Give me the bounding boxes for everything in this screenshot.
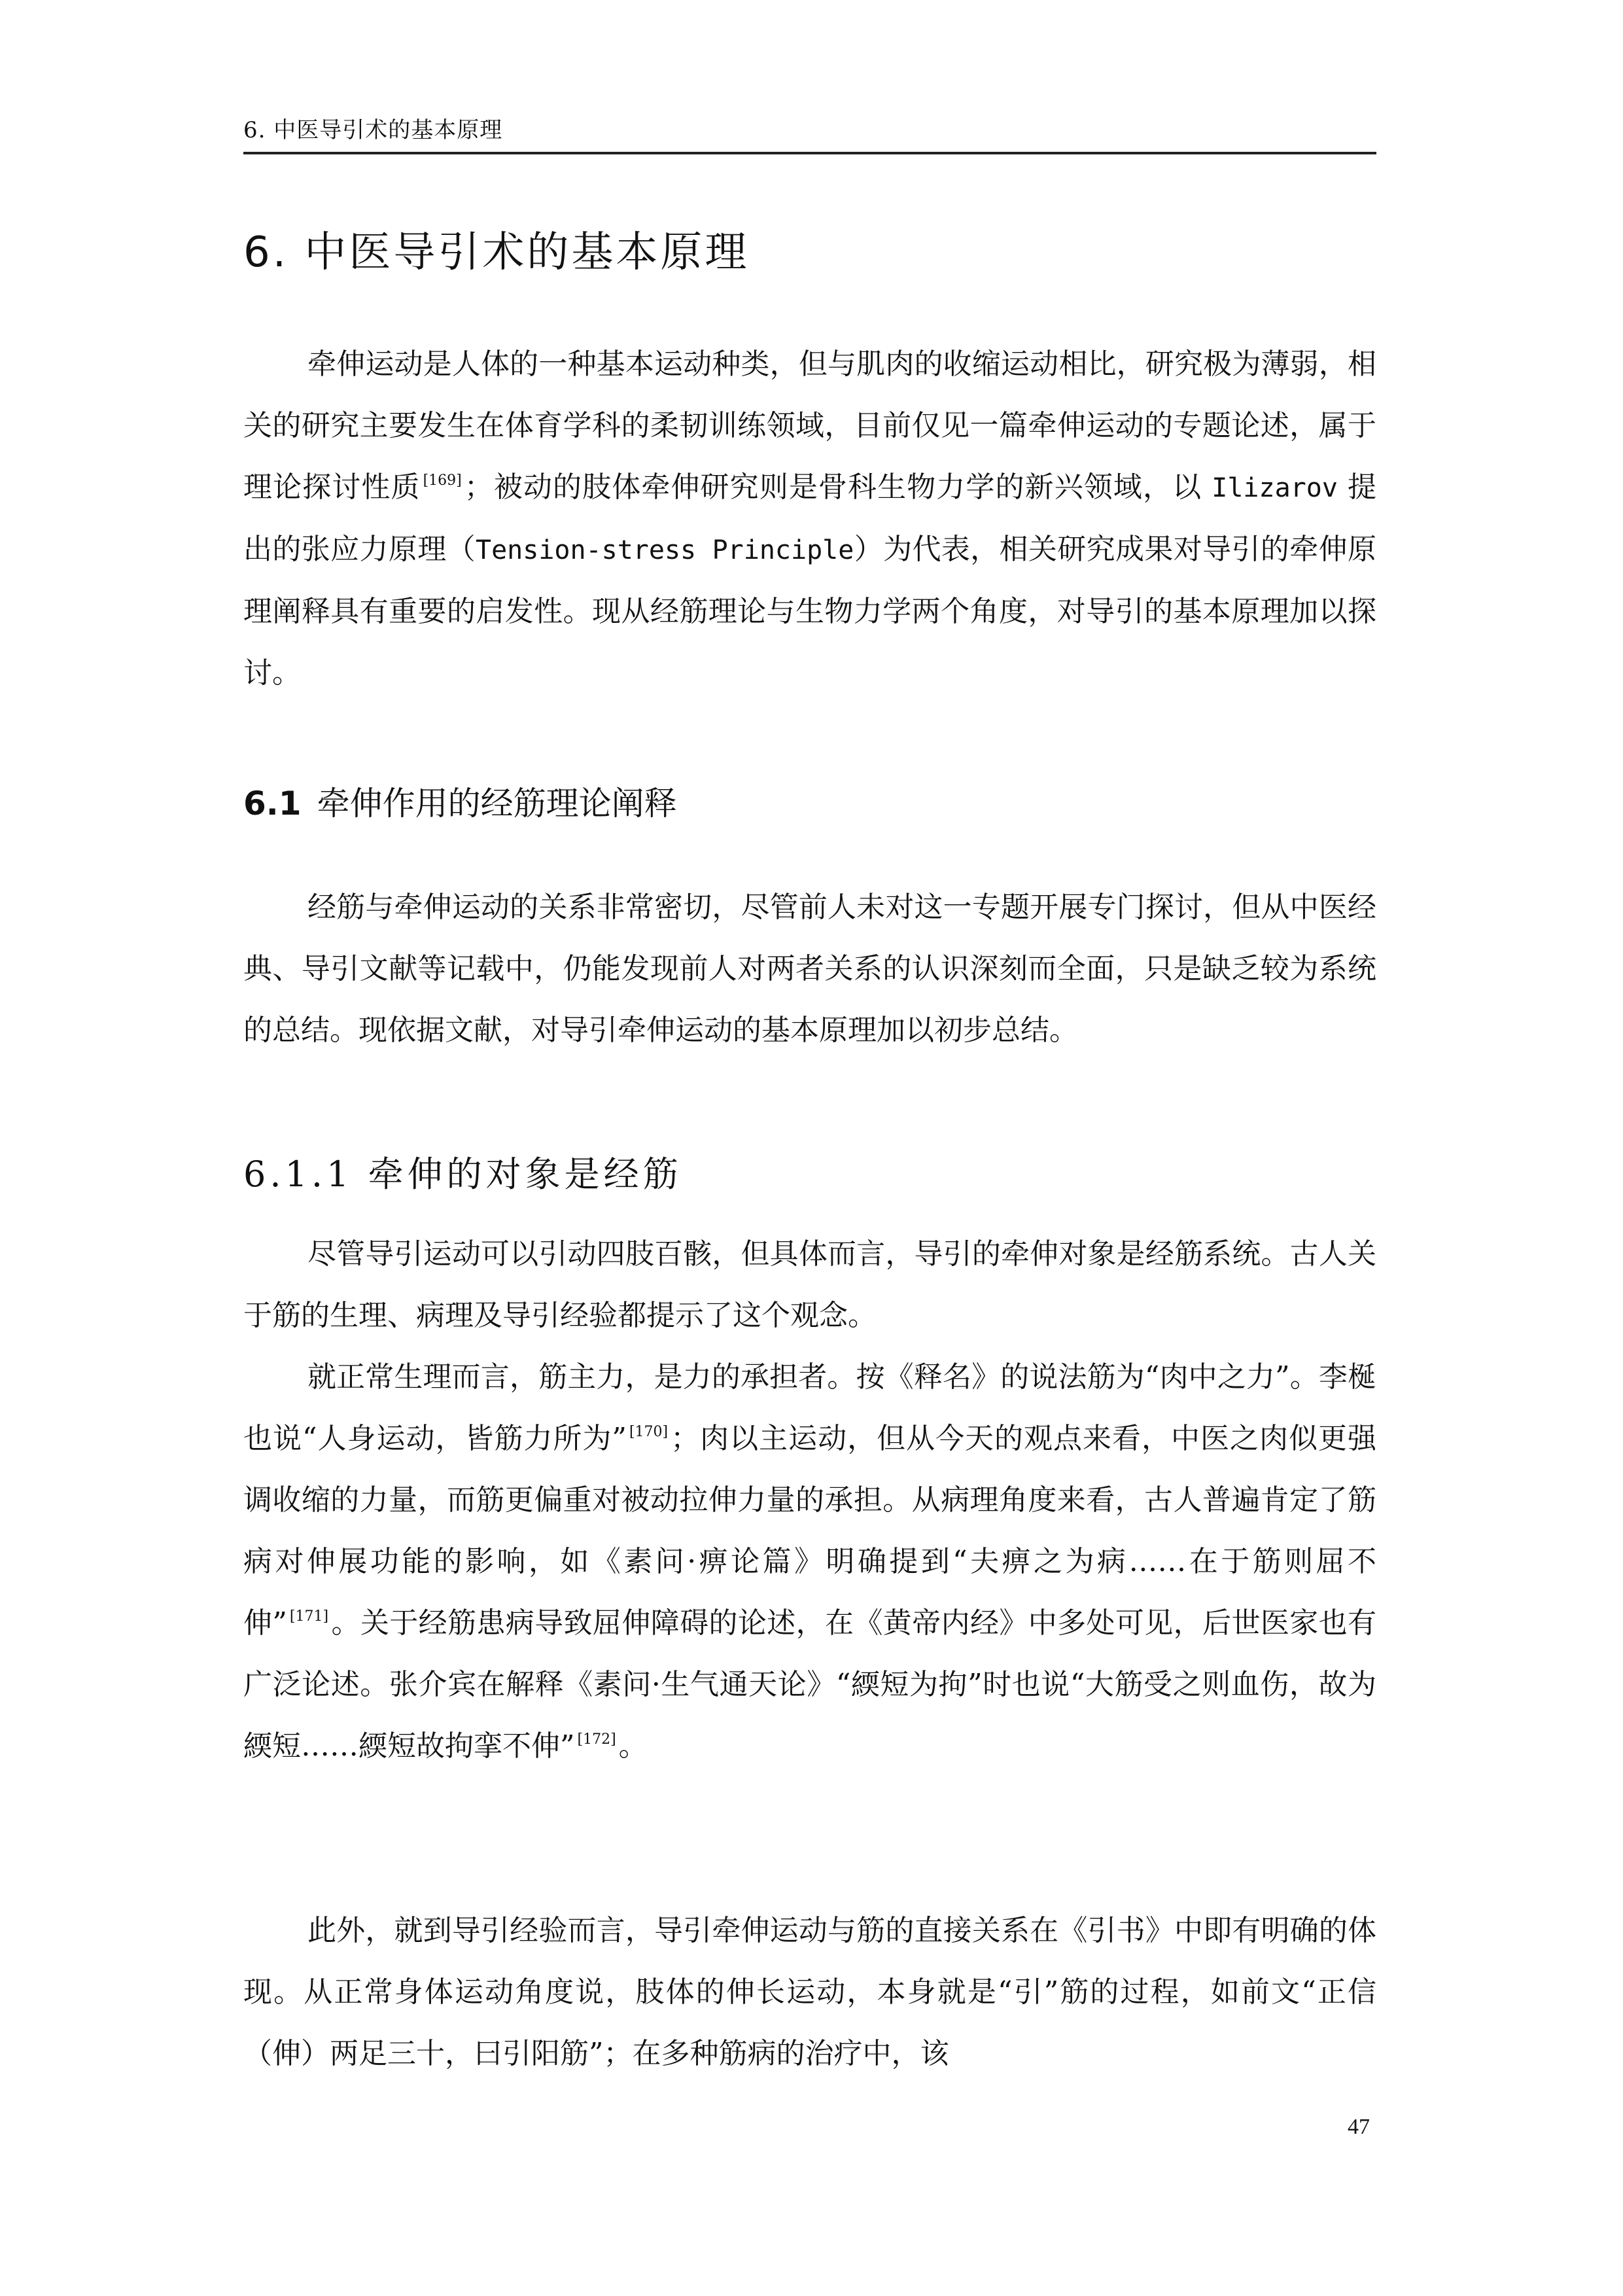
section-6-1-number: 6.1 xyxy=(243,785,302,822)
citation-172: [172] xyxy=(577,1731,616,1748)
intro-text-a: 牵伸运动是人体的一种基本运动种类，但与肌肉的收缩运动相比，研究极为薄弱，相关的研究主要发生在体育学科的柔韧训练领域，目前仅见一篇牵伸运动的专题论述，属于理论探讨性质 xyxy=(243,347,1376,504)
subsection-6-1-1-heading: 6.1.1 牵伸的对象是经筋 xyxy=(243,1154,682,1195)
citation-171: [171] xyxy=(289,1608,329,1625)
running-header xyxy=(243,113,1376,154)
section-6-1-paragraph: 经筋与牵伸运动的关系非常密切，尽管前人未对这一专题开展专门探讨，但从中医经典、导引文献等记载中，仍能发现前人对两者关系的认识深刻而全面，只是缺乏较为系统的总结。现依据文献，对导引牵伸运动的基本原理加以初步总结。 xyxy=(243,891,1376,1047)
p2-text-d: 。 xyxy=(618,1729,648,1763)
intro-paragraph xyxy=(243,334,1376,704)
tension-stress-term: Tension-stress Principle xyxy=(475,535,854,565)
ilizarov-name: Ilizarov xyxy=(1212,473,1338,503)
intro-text-c: 提出的张应力原理（ xyxy=(243,470,1377,566)
subsection-paragraph-1: 尽管导引运动可以引动四肢百骸，但具体而言，导引的牵伸对象是经筋系统。古人关于筋的生理、病理及导引经验都提示了这个观念。 xyxy=(243,1237,1376,1332)
p2-text-b: ；肉以主运动，但从今天的观点来看，中医之肉似更强调收缩的力量，而筋更偏重对被动拉伸力量的承担。从病理角度来看，古人普遍肯定了筋病对伸展功能的影响，如《素问·痹论篇》明确提到“夫痹之为病……在于筋则屈不伸” xyxy=(243,1422,1376,1640)
citation-169: [169] xyxy=(423,472,462,489)
subsection-paragraph-3: 此外，就到导引经验而言，导引牵伸运动与筋的直接关系在《引书》中即有明确的体现。从正常身体运动角度说，肢体的伸长运动，本身就是“引”筋的过程，如前文“正信（伸）两足三十，曰引阳筋”；在多种筋病的治疗中，该 xyxy=(243,1914,1376,2070)
p2-text-c: 。关于经筋患病导致屈伸障碍的论述，在《黄帝内经》中多处可见，后世医家也有广泛论述。张介宾在解释《素问·生气通天论》“緛短为拘”时也说“大筋受之则血伤，故为緛短……緛短故拘挛不伸” xyxy=(243,1606,1377,1763)
citation-170: [170] xyxy=(629,1424,669,1440)
intro-text-b: ；被动的肢体牵伸研究则是骨科生物力学的新兴领域，以 xyxy=(464,470,1212,504)
page-number: 47 xyxy=(1348,2115,1370,2139)
p2-text-a: 就正常生理而言，筋主力，是力的承担者。按《释名》的说法筋为“肉中之力”。李梴也说“人身运动，皆筋力所为” xyxy=(243,1360,1376,1455)
section-6-1-title: 牵伸作用的经筋理论阐释 xyxy=(317,785,677,822)
chapter-title: 6. 中医导引术的基本原理 xyxy=(243,228,750,277)
subsection-paragraph-2 xyxy=(243,1347,1376,1777)
running-header-title: 6. 中医导引术的基本原理 xyxy=(243,117,503,143)
intro-text-d: ）为代表，相关研究成果对导引的牵伸原理阐释具有重要的启发性。现从经筋理论与生物力学两个角度，对导引的基本原理加以探讨。 xyxy=(243,533,1377,690)
section-6-1-heading xyxy=(243,777,677,824)
